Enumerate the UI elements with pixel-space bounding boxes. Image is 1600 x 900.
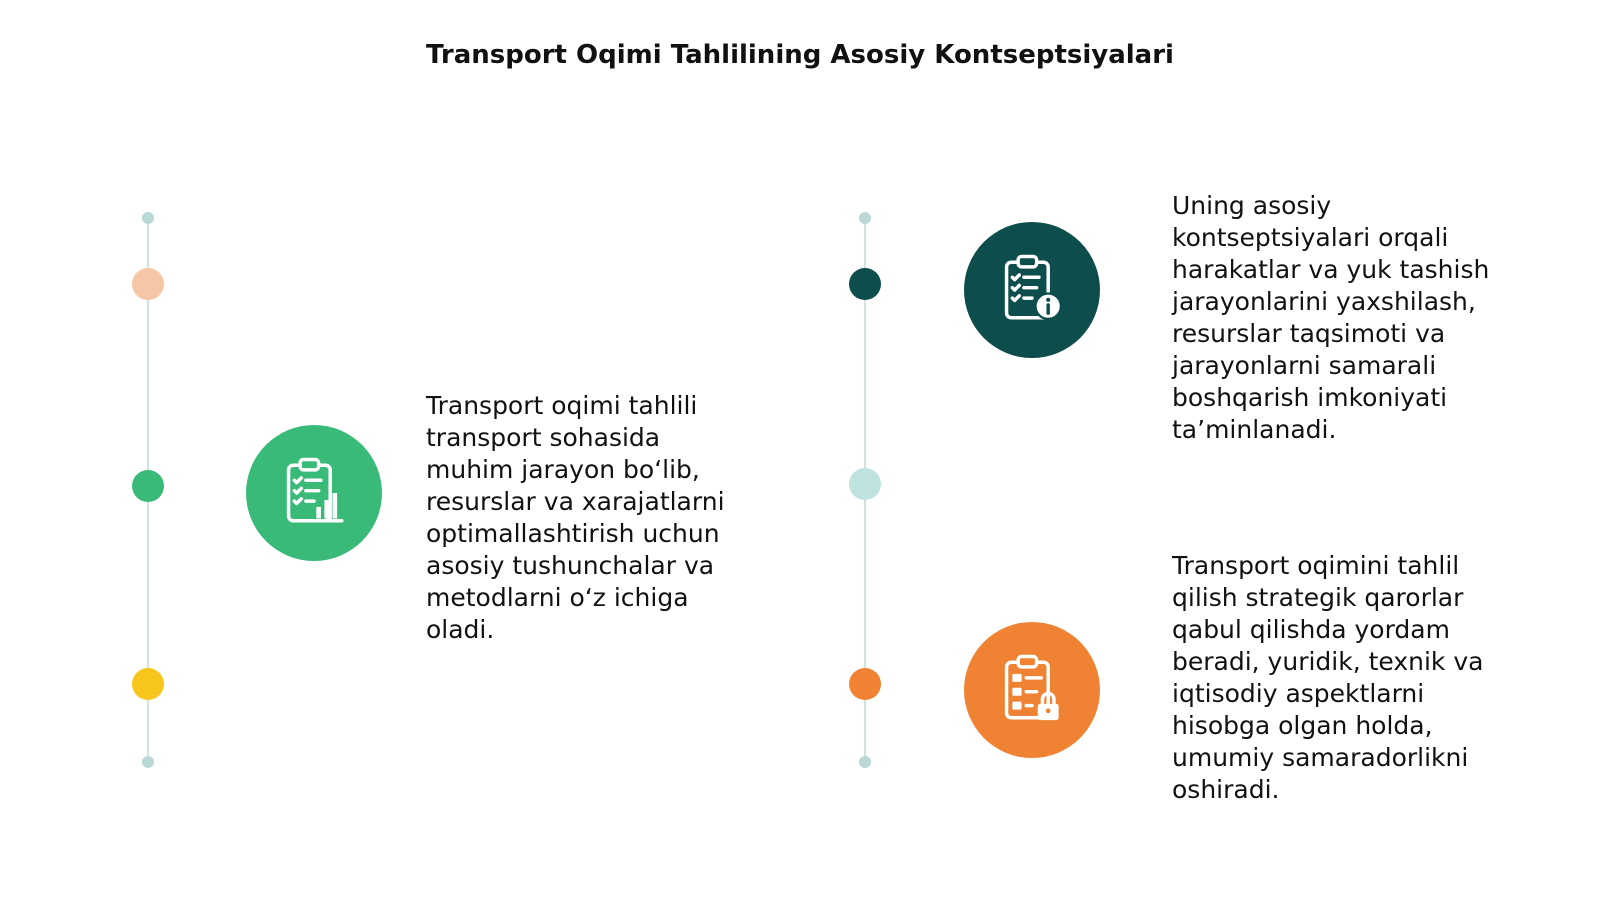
timeline-endcap-top (859, 212, 871, 224)
dark-teal-icon-circle (964, 222, 1100, 358)
clipboard-info-icon (995, 253, 1069, 327)
timeline-dot-dark-teal (849, 268, 881, 300)
concept-text-3: Transport oqimini tahlil qilish strategik qarorlar qabul qilishda yordam beradi, yuridik, texnik va iqtisodiy aspektlarni hisobga olgan holda, umumiy samaradorlikni oshiradi. (1172, 551, 1484, 804)
green-icon-circle (246, 425, 382, 561)
timeline-dot-green (132, 470, 164, 502)
timeline-dot-peach (132, 268, 164, 300)
concept-text-1: Transport oqimi tahlili transport sohasida muhim jarayon bo‘lib, resurslar va xarajatlarni optimallashtirish uchun asosiy tushunchalar va metodlarni o‘z ichiga oladi. (426, 391, 725, 644)
page-title: Transport Oqimi Tahlilining Asosiy Kontseptsiyalari (426, 40, 1174, 70)
concept-text-2: Uning asosiy kontseptsiyalari orqali harakatlar va yuk tashish jarayonlarini yaxshilash, resurslar taqsimoti va jarayonlarni samarali boshqarish imkoniyati ta’minlanadi. (1172, 191, 1490, 444)
left-timeline (128, 212, 168, 768)
right-timeline (845, 212, 885, 768)
timeline-dot-orange (849, 668, 881, 700)
clipboard-chart-icon (277, 456, 351, 530)
timeline-endcap-top (142, 212, 154, 224)
timeline-endcap-bottom (859, 756, 871, 768)
timeline-dot-yellow (132, 668, 164, 700)
timeline-endcap-bottom (142, 756, 154, 768)
orange-icon-circle (964, 622, 1100, 758)
clipboard-lock-icon (995, 653, 1069, 727)
timeline-dot-pale-teal (849, 468, 881, 500)
